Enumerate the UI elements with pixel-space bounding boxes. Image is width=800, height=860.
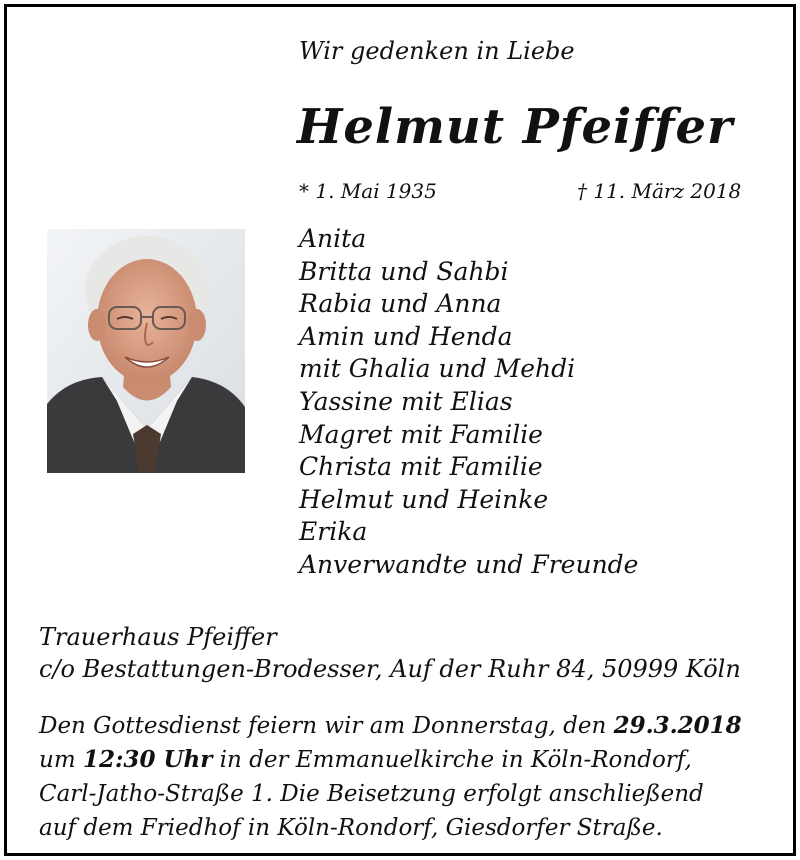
service-text: in der Emmanuelkirche in Köln-Rondorf, bbox=[212, 747, 692, 773]
mourning-address bbox=[39, 621, 741, 685]
service-line-4: auf dem Friedhof in Köln-Rondorf, Giesdorfer Straße. bbox=[39, 815, 663, 841]
service-line-2 bbox=[39, 743, 779, 777]
family-member: Anita bbox=[299, 224, 367, 253]
obituary-notice bbox=[4, 4, 796, 856]
service-details bbox=[39, 709, 779, 845]
family-member: Yassine mit Elias bbox=[299, 386, 513, 416]
service-text: um bbox=[39, 747, 83, 773]
death-date: † 11. März 2018 bbox=[577, 179, 742, 203]
family-member: Helmut und Heinke bbox=[299, 484, 549, 514]
service-date: 29.3.2018 bbox=[613, 712, 742, 739]
family-member: Magret mit Familie bbox=[299, 419, 543, 449]
family-list bbox=[299, 223, 638, 582]
memorial-header: Wir gedenken in Liebe bbox=[299, 37, 575, 65]
service-time: 12:30 Uhr bbox=[82, 746, 213, 773]
family-member: Amin und Henda bbox=[299, 321, 513, 351]
family-member: Rabia und Anna bbox=[299, 289, 502, 319]
portrait-photo bbox=[47, 229, 245, 473]
family-member: Christa mit Familie bbox=[299, 452, 543, 482]
deceased-name: Helmut Pfeiffer bbox=[297, 99, 734, 155]
birth-date: * 1. Mai 1935 bbox=[299, 179, 437, 203]
address-line-2: c/o Bestattungen-Brodesser, Auf der Ruhr 84, 50999 Köln bbox=[39, 655, 741, 683]
family-member: mit Ghalia und Mehdi bbox=[299, 354, 576, 384]
family-member: Erika bbox=[299, 517, 368, 547]
address-line-1: Trauerhaus Pfeiffer bbox=[39, 623, 277, 651]
service-line-1 bbox=[39, 709, 779, 743]
family-member: Britta und Sahbi bbox=[299, 256, 509, 286]
service-line-3: Carl-Jatho-Straße 1. Die Beisetzung erfolgt anschließend bbox=[39, 781, 704, 807]
service-text: Den Gottesdienst feiern wir am Donnerstag, den bbox=[39, 713, 614, 739]
family-member: Anverwandte und Freunde bbox=[299, 549, 639, 579]
